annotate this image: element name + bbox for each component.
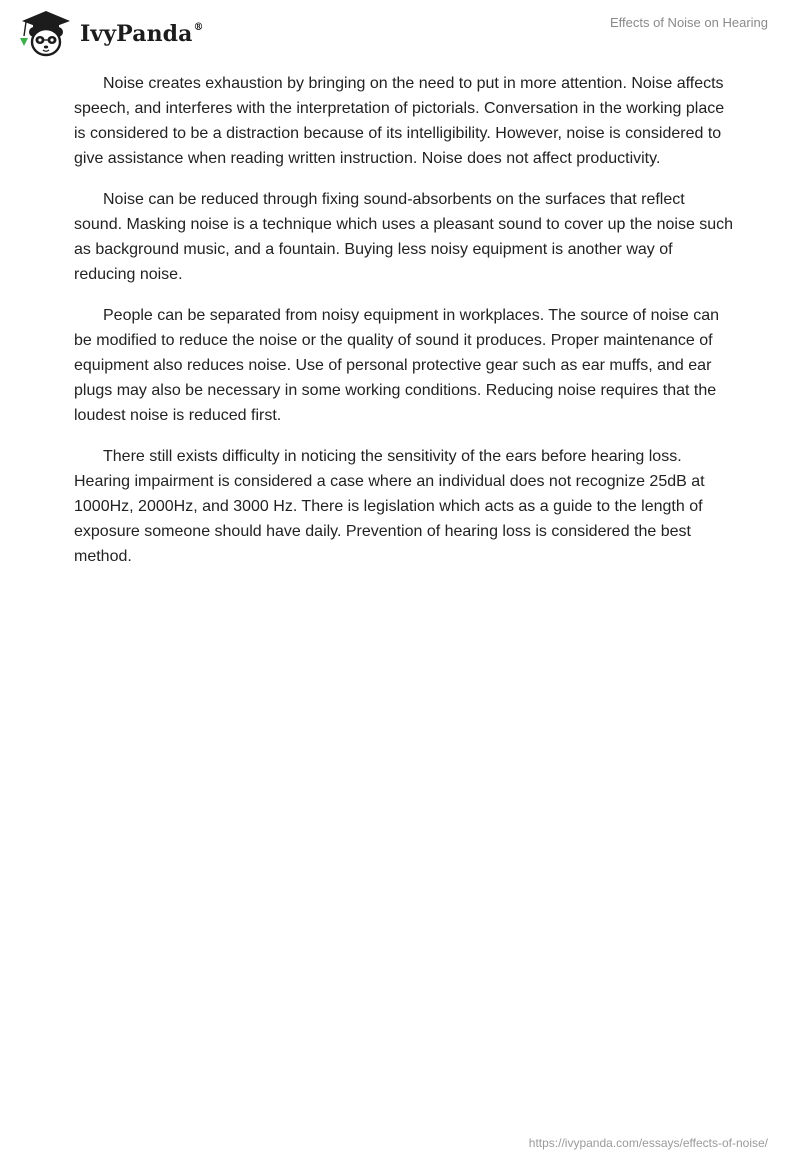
registered-mark: ®: [193, 21, 204, 33]
paragraph: Noise creates exhaustion by bringing on the need to put in more attention. Noise affects speech, and interferes with the interpretation of pictorials. Conversation in the working place is considered to be a distraction because of its intelligibility. However, noise is considered to give assistance when reading written instruction. Noise does not affect productivity.: [74, 75, 725, 167]
page-header: [0, 0, 800, 64]
brand-text: IvyPanda: [80, 21, 193, 47]
source-url-link[interactable]: https://ivypanda.com/essays/effects-of-noise/: [528, 1136, 768, 1150]
paragraph: There still exists difficulty in noticing the sensitivity of the ears before hearing loss. Hearing impairment is considered a case where an individual does not recognize 25dB at 1000Hz, 2000Hz, and 3000 Hz. There is legislation which acts as a guide to the length of exposure someone should have daily. Prevention of hearing loss is considered the best method.: [74, 448, 705, 565]
brand-name: [80, 21, 204, 47]
paragraph: Noise can be reduced through fixing sound-absorbents on the surfaces that reflect sound. Masking noise is a technique which uses a pleasant sound to cover up the noise such as background music, and a fountain. Buying less noisy equipment is another way of reducing noise.: [74, 191, 734, 283]
paragraph: People can be separated from noisy equipment in workplaces. The source of noise can be modified to reduce the noise or the quality of sound it produces. Proper maintenance of equipment also reduces noise. Use of personal protective gear such as ear muffs, and ear plugs may also be necessary in some working conditions. Reducing noise requires that the loudest noise is reduced first.: [74, 307, 720, 424]
panda-graduation-cap-icon: [14, 8, 78, 58]
ivypanda-logo[interactable]: [14, 8, 204, 58]
running-title: Effects of Noise on Hearing: [609, 15, 768, 30]
essay-body: [74, 71, 734, 585]
